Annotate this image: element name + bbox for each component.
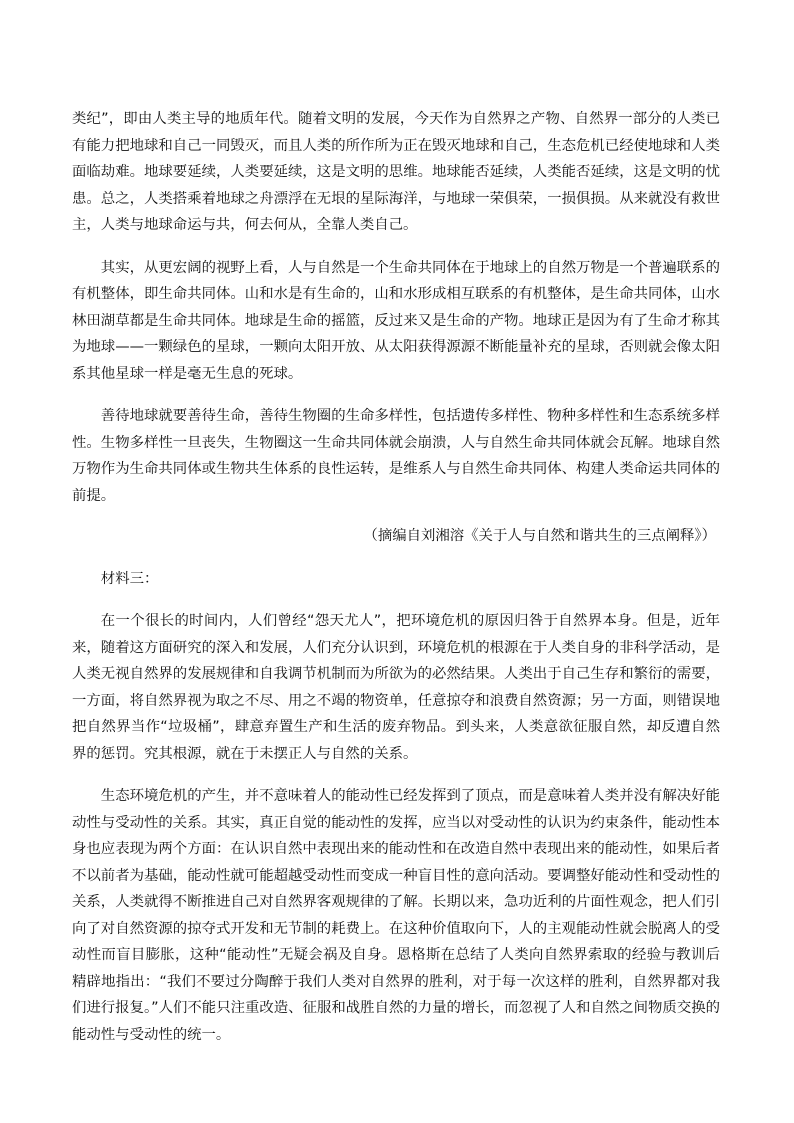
section-label: 材料三： — [100, 570, 159, 587]
paragraph-agency-passivity: 生态环境危机的产生，并不意味着人的能动性已经发挥到了顶点，而是意味着人类并没有解决好能动性与受动性的关系。其实，真正自觉的能动性的发挥，应当以对受动性的认识为约束条件，能动性本身也应表现为两个方面：在认识自然中表现出来的能动性和在改造自然中表现出来的能动性，如果后者不以前者为基础，能动性就可能超越受动性而变成一种盲目性的意向活动。要调整好能动性和受动性的关系，人类就得不断推进自己对自然界客观规律的了解。长期以来，急功近利的片面性观念，把人们引向了对自然资源的掠夺式开发和无节制的耗费上。在这种价值取向下，人的主观能动性就会脱离人的受动性而盲目膨胀，这种“能动性”无疑会祸及自身。恩格斯在总结了人类向自然界索取的经验与教训后精辟地指出：“我们不要过分陶醉于我们人类对自然界的胜利，对于每一次这样的胜利，自然界都对我们进行报复。”人们不能只注重改造、征服和战胜自然的力量的增长，而忽视了人和自然之间物质交换的能动性与受动性的统一。 — [72, 788, 720, 1043]
paragraph-biodiversity: 善待地球就要善待生命，善待生物圈的生命多样性，包括遗传多样性、物种多样性和生态系统多样性。生物多样性一旦丧失，生物圈这一生命共同体就会崩溃，人与自然生命共同体就会瓦解。地球自然万物作为生命共同体或生物共生体系的良性运转，是维系人与自然生命共同体、构建人类命运共同体的前提。 — [72, 408, 720, 504]
paragraph-life-community: 其实，从更宏阔的视野上看，人与自然是一个生命共同体在于地球上的自然万物是一个普遍联系的有机整体，即生命共同体。山和水是有生命的，山和水形成相互联系的有机整体，是生命共同体，山水林田湖草都是生命共同体。地球是生命的摇篮，反过来又是生命的产物。地球正是因为有了生命才称其为地球——一颗绿色的星球，一颗向太阳开放、从太阳获得源源不断能量补充的星球，否则就会像太阳系其他星球一样是毫无生息的死球。 — [72, 259, 720, 382]
paragraph-environmental-crisis: 在一个很长的时间内，人们曾经“怨天尤人”，把环境危机的原因归咎于自然界本身。但是，近年来，随着这方面研究的深入和发展，人们充分认识到，环境危机的根源在于人类自身的非科学活动，是人类无视自然界的发展规律和自我调节机制而为所欲为的必然结果。人类出于自己生存和繁衍的需要，一方面，将自然界视为取之不尽、用之不竭的物资单，任意掠夺和浪费自然资源；另一方面，则错误地把自然界当作“垃圾桶”，肆意弃置生产和生活的废弃物品。到头来，人类意欲征服自然，却反遭自然界的惩罚。究其根源，就在于未摆正人与自然的关系。 — [72, 613, 720, 762]
paragraph-continuation: 类纪”，即由人类主导的地质年代。随着文明的发展，今天作为自然界之产物、自然界一部分的人类已有能力把地球和自己一同毁灭，而且人类的所作所为正在毁灭地球和自己，生态危机已经使地球和人类面临劫难。地球要延续，人类要延续，这是文明的思维。地球能否延续，人类能否延续，这是文明的忧患。总之，人类搭乘着地球之舟漂浮在无垠的星际海洋，与地球一荣俱荣，一损俱损。从来就没有救世主，人类与地球命运与共，何去何从，全靠人类自己。 — [72, 111, 720, 233]
document-body — [72, 106, 720, 1064]
source-citation: （摘编自刘湘溶《关于人与自然和谐共生的三点阐释》） — [363, 528, 716, 544]
